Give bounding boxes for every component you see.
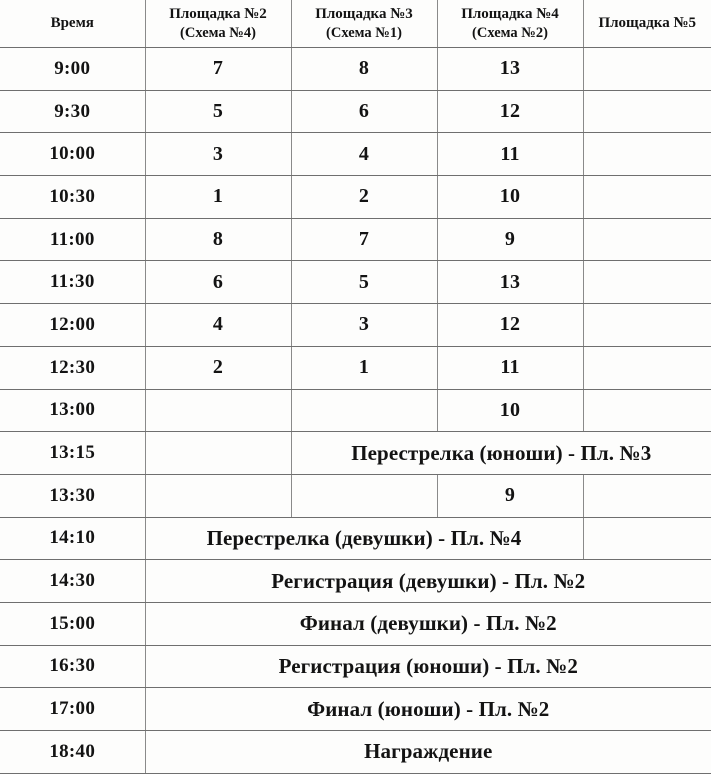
venue-cell-p3: 4 <box>291 133 437 176</box>
table-row <box>0 474 711 517</box>
table-row <box>0 176 711 219</box>
venue-cell-p3: 7 <box>291 218 437 261</box>
event-cell: Перестрелка (юноши) - Пл. №3 <box>291 432 711 475</box>
venue-cell-p5 <box>583 517 711 560</box>
venue-cell-p4: 12 <box>437 90 583 133</box>
time-cell: 16:30 <box>0 645 145 688</box>
table-row <box>0 432 711 475</box>
venue-cell-p5 <box>583 90 711 133</box>
time-cell: 12:30 <box>0 346 145 389</box>
venue-cell-p2: 3 <box>145 133 291 176</box>
time-cell: 13:15 <box>0 432 145 475</box>
venue-cell-p3: 3 <box>291 304 437 347</box>
venue-cell-p2: 7 <box>145 48 291 91</box>
venue-cell-p3: 6 <box>291 90 437 133</box>
venue-cell-p2: 1 <box>145 176 291 219</box>
time-cell: 18:40 <box>0 731 145 774</box>
time-cell: 13:30 <box>0 474 145 517</box>
table-row <box>0 90 711 133</box>
table-row <box>0 48 711 91</box>
venue-cell-p2: 5 <box>145 90 291 133</box>
table-row <box>0 346 711 389</box>
table-row <box>0 218 711 261</box>
venue-cell-p5 <box>583 389 711 432</box>
table-row <box>0 731 711 774</box>
venue-cell-p3 <box>291 474 437 517</box>
column-header-subtitle: (Схема №2) <box>472 25 548 42</box>
venue-cell-p5 <box>583 474 711 517</box>
venue-cell-p2 <box>145 432 291 475</box>
event-cell: Регистрация (юноши) - Пл. №2 <box>145 645 711 688</box>
venue-cell-p4: 10 <box>437 389 583 432</box>
time-cell: 14:30 <box>0 560 145 603</box>
time-cell: 13:00 <box>0 389 145 432</box>
venue-cell-p4: 11 <box>437 133 583 176</box>
venue-cell-p5 <box>583 261 711 304</box>
venue-cell-p5 <box>583 48 711 91</box>
venue-cell-p4: 10 <box>437 176 583 219</box>
time-cell: 10:00 <box>0 133 145 176</box>
venue-cell-p5 <box>583 304 711 347</box>
header-row <box>0 0 711 48</box>
time-cell: 11:30 <box>0 261 145 304</box>
event-cell: Регистрация (девушки) - Пл. №2 <box>145 560 711 603</box>
venue-cell-p3: 2 <box>291 176 437 219</box>
table-row <box>0 133 711 176</box>
column-header-title: Время <box>50 15 94 32</box>
column-header-subtitle: (Схема №1) <box>326 25 402 42</box>
column-header-time <box>0 0 145 48</box>
column-header-title: Площадка №4 <box>461 6 559 23</box>
time-cell: 11:00 <box>0 218 145 261</box>
venue-cell-p5 <box>583 218 711 261</box>
venue-cell-p4: 13 <box>437 48 583 91</box>
venue-cell-p2: 8 <box>145 218 291 261</box>
table-row <box>0 560 711 603</box>
event-cell: Финал (девушки) - Пл. №2 <box>145 602 711 645</box>
venue-cell-p5 <box>583 176 711 219</box>
venue-cell-p3: 1 <box>291 346 437 389</box>
table-row <box>0 389 711 432</box>
event-cell: Финал (юноши) - Пл. №2 <box>145 688 711 731</box>
time-cell: 9:30 <box>0 90 145 133</box>
table-row <box>0 517 711 560</box>
column-header-subtitle: (Схема №4) <box>180 25 256 42</box>
column-header-p5 <box>583 0 711 48</box>
venue-cell-p4: 12 <box>437 304 583 347</box>
venue-cell-p3: 8 <box>291 48 437 91</box>
venue-cell-p3: 5 <box>291 261 437 304</box>
column-header-p3 <box>291 0 437 48</box>
venue-cell-p2 <box>145 389 291 432</box>
column-header-p4 <box>437 0 583 48</box>
column-header-title: Площадка №3 <box>315 6 413 23</box>
table-row <box>0 304 711 347</box>
table-header <box>0 0 711 48</box>
venue-cell-p5 <box>583 133 711 176</box>
venue-cell-p2 <box>145 474 291 517</box>
venue-cell-p2: 6 <box>145 261 291 304</box>
venue-cell-p4: 13 <box>437 261 583 304</box>
time-cell: 9:00 <box>0 48 145 91</box>
venue-cell-p4: 11 <box>437 346 583 389</box>
column-header-p2 <box>145 0 291 48</box>
column-header-title: Площадка №5 <box>598 15 697 32</box>
venue-cell-p2: 2 <box>145 346 291 389</box>
table-row <box>0 261 711 304</box>
table-row <box>0 688 711 731</box>
venue-cell-p2: 4 <box>145 304 291 347</box>
venue-cell-p4: 9 <box>437 474 583 517</box>
time-cell: 10:30 <box>0 176 145 219</box>
venue-cell-p3 <box>291 389 437 432</box>
time-cell: 14:10 <box>0 517 145 560</box>
venue-cell-p5 <box>583 346 711 389</box>
time-cell: 15:00 <box>0 602 145 645</box>
column-header-title: Площадка №2 <box>169 6 267 23</box>
time-cell: 12:00 <box>0 304 145 347</box>
venue-cell-p4: 9 <box>437 218 583 261</box>
time-cell: 17:00 <box>0 688 145 731</box>
event-cell: Награждение <box>145 731 711 774</box>
table-row <box>0 645 711 688</box>
table-row <box>0 602 711 645</box>
table-body <box>0 48 711 774</box>
event-cell: Перестрелка (девушки) - Пл. №4 <box>145 517 583 560</box>
